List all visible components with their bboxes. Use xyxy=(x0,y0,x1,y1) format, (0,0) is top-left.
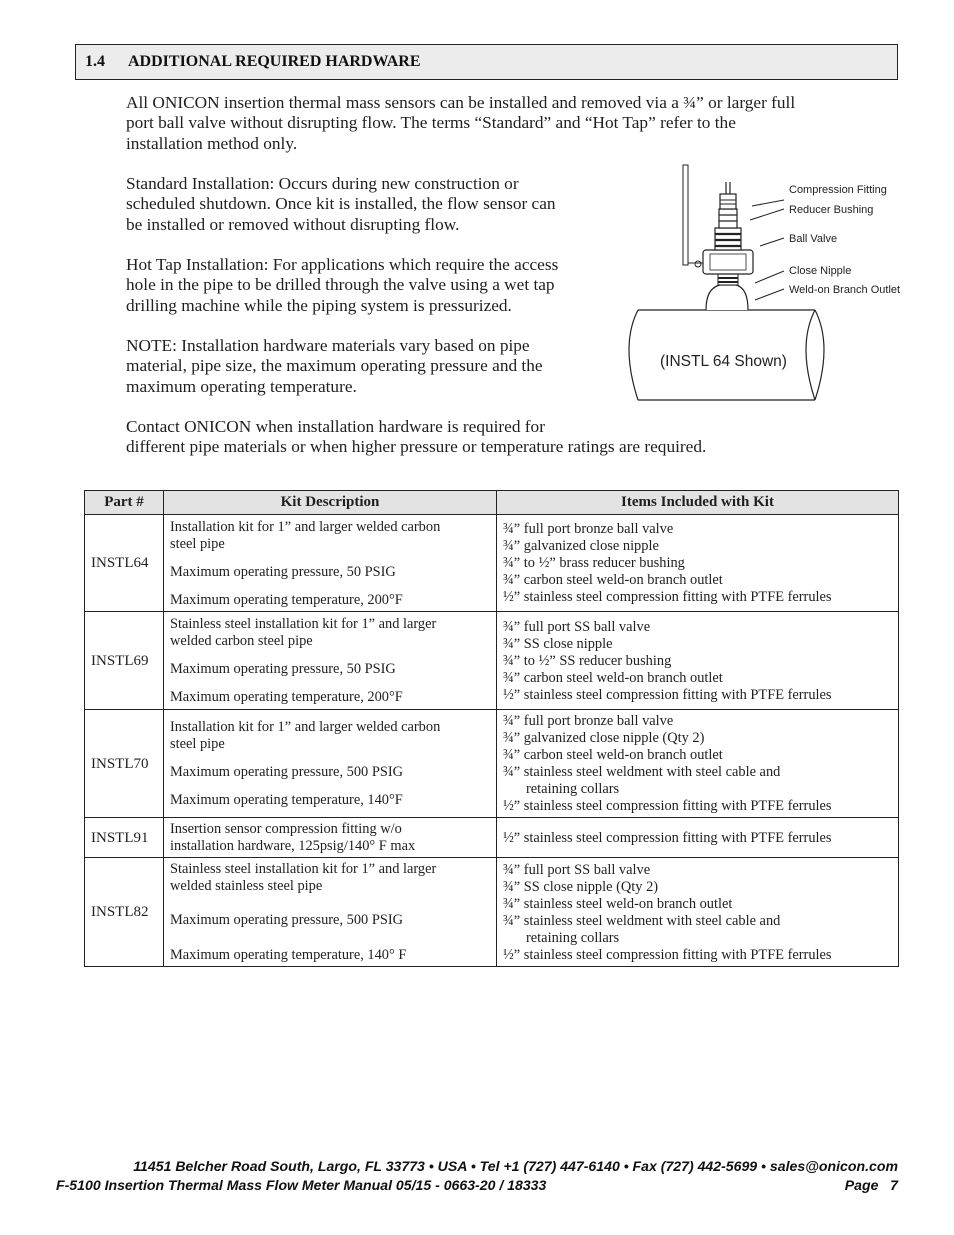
max-temperature-text: Maximum operating temperature, 200°F xyxy=(170,689,403,705)
list-item: ¾” stainless steel weld-on branch outlet xyxy=(503,895,733,912)
table-row xyxy=(85,515,899,612)
text-line: port ball valve without disrupting flow. The terms “Standard” and “Hot Tap” refer to the xyxy=(126,113,736,133)
description-text: steel pipe xyxy=(170,535,225,552)
page-number: Page 7 xyxy=(844,1177,898,1193)
list-item: ¾” stainless steel weldment with steel cable and xyxy=(503,912,781,929)
description-text: installation hardware, 125psig/140° F max xyxy=(170,838,416,854)
list-item: ¾” to ½” brass reducer bushing xyxy=(503,555,685,571)
table-row xyxy=(85,612,899,710)
part-number: INSTL69 xyxy=(85,612,164,710)
list-item: ¾” full port SS ball valve xyxy=(503,618,651,635)
figure-label-weld-on-branch-outlet: Weld-on Branch Outlet xyxy=(789,284,901,296)
list-item: ½” stainless steel compression fitting with PTFE ferrules xyxy=(503,946,832,963)
figure-label-reducer-bushing: Reducer Bushing xyxy=(789,204,874,216)
kit-description xyxy=(164,612,497,710)
standard-installation-paragraph xyxy=(126,174,556,235)
note-paragraph xyxy=(126,336,543,397)
max-pressure-text: Maximum operating pressure, 50 PSIG xyxy=(170,563,396,580)
description-text: welded stainless steel pipe xyxy=(170,878,323,894)
description-text: welded carbon steel pipe xyxy=(170,633,313,649)
list-item: ¾” full port bronze ball valve xyxy=(503,713,674,729)
text-line: different pipe materials or when higher pressure or temperature ratings are required. xyxy=(126,437,707,457)
description-text: Stainless steel installation kit for 1” and larger xyxy=(170,616,437,632)
text-line: material, pipe size, the maximum operating pressure and the xyxy=(126,356,543,376)
max-temperature-text: Maximum operating temperature, 140° F xyxy=(170,947,407,963)
list-item: ¾” SS close nipple (Qty 2) xyxy=(503,878,659,895)
part-number: INSTL82 xyxy=(85,858,164,967)
items-included xyxy=(497,515,899,612)
table-row xyxy=(85,710,899,818)
text-line: installation method only. xyxy=(126,133,298,153)
text-line: Hot Tap Installation: For applications which require the access xyxy=(126,255,559,274)
text-line: Contact ONICON when installation hardware is required for xyxy=(126,417,545,436)
list-item: ½” stainless steel compression fitting with PTFE ferrules xyxy=(503,829,832,846)
list-item: ¾” carbon steel weld-on branch outlet xyxy=(503,747,723,763)
header-items-included: Items Included with Kit xyxy=(497,491,899,515)
max-pressure-text: Maximum operating pressure, 500 PSIG xyxy=(170,764,404,780)
footer-address: 11451 Belcher Road South, Largo, FL 33773 • USA • Tel +1 (727) 447-6140 • Fax (727) 442-5699 • sales@onicon.com xyxy=(133,1158,898,1174)
description-text: Insertion sensor compression fitting w/o xyxy=(170,821,402,837)
text-line: hole in the pipe to be drilled through the valve using a wet tap xyxy=(126,275,555,295)
kit-description xyxy=(164,818,497,858)
text-line: maximum operating temperature. xyxy=(126,376,357,396)
intro-paragraph xyxy=(126,93,795,154)
max-temperature-text: Maximum operating temperature, 140°F xyxy=(170,792,403,808)
list-item: ¾” carbon steel weld-on branch outlet xyxy=(503,669,723,686)
hot-tap-paragraph xyxy=(126,255,558,316)
footer-manual-title: F-5100 Insertion Thermal Mass Flow Meter Manual 05/15 - 0663-20 / 18333 xyxy=(56,1177,547,1193)
table-row xyxy=(85,818,899,858)
figure-label-close-nipple: Close Nipple xyxy=(789,265,852,277)
list-item: ¾” SS close nipple xyxy=(503,635,613,652)
max-temperature-text: Maximum operating temperature, 200°F xyxy=(170,591,403,608)
section-header xyxy=(75,44,898,80)
installation-diagram xyxy=(620,160,920,410)
section-title: ADDITIONAL REQUIRED HARDWARE xyxy=(128,53,421,70)
description-text: steel pipe xyxy=(170,736,225,752)
description-text: Installation kit for 1” and larger welded carbon xyxy=(170,719,441,735)
list-item: ½” stainless steel compression fitting with PTFE ferrules xyxy=(503,798,832,814)
text-line: drilling machine while the piping system is pressurized. xyxy=(126,295,512,315)
text-line: Standard Installation: Occurs during new construction or xyxy=(126,174,519,193)
text-line: NOTE: Installation hardware materials vary based on pipe xyxy=(126,336,530,355)
header-kit-description: Kit Description xyxy=(164,491,497,515)
figure-caption: (INSTL 64 Shown) xyxy=(660,353,787,370)
table-row xyxy=(85,858,899,967)
part-number: INSTL70 xyxy=(85,710,164,818)
description-text: Stainless steel installation kit for 1” and larger xyxy=(170,861,437,877)
figure-label-compression-fitting: Compression Fitting xyxy=(789,184,887,196)
items-included xyxy=(497,612,899,710)
figure-label-ball-valve: Ball Valve xyxy=(789,233,838,245)
max-pressure-text: Maximum operating pressure, 50 PSIG xyxy=(170,661,396,677)
list-item: ½” stainless steel compression fitting with PTFE ferrules xyxy=(503,589,832,605)
header-part: Part # xyxy=(85,491,164,515)
text-line: All ONICON insertion thermal mass sensors can be installed and removed via a ¾” or larger full xyxy=(126,93,796,112)
footer-manual-line xyxy=(56,1177,898,1193)
description-text: Installation kit for 1” and larger welded carbon xyxy=(170,518,441,535)
list-item: retaining collars xyxy=(526,781,620,797)
installation-diagram-drawing xyxy=(620,160,920,410)
list-item: ¾” galvanized close nipple xyxy=(503,538,659,554)
list-item: ¾” carbon steel weld-on branch outlet xyxy=(503,572,723,588)
part-number: INSTL64 xyxy=(85,515,164,612)
list-item: ¾” stainless steel weldment with steel cable and xyxy=(503,764,781,780)
kit-table xyxy=(84,490,899,967)
list-item: ¾” full port bronze ball valve xyxy=(503,521,674,537)
list-item: ½” stainless steel compression fitting with PTFE ferrules xyxy=(503,686,832,703)
items-included xyxy=(497,710,899,818)
kit-description xyxy=(164,710,497,818)
kit-description xyxy=(164,858,497,967)
table-header-row xyxy=(85,491,899,515)
items-included xyxy=(497,818,899,858)
section-number: 1.4 xyxy=(85,53,105,70)
max-pressure-text: Maximum operating pressure, 500 PSIG xyxy=(170,912,404,928)
list-item: ¾” to ½” SS reducer bushing xyxy=(503,652,672,669)
text-line: be installed or removed without disrupting flow. xyxy=(126,214,460,234)
contact-paragraph xyxy=(126,417,706,458)
items-included xyxy=(497,858,899,967)
text-line: scheduled shutdown. Once kit is installed, the flow sensor can xyxy=(126,194,556,214)
part-number: INSTL91 xyxy=(85,818,164,858)
list-item: ¾” galvanized close nipple (Qty 2) xyxy=(503,730,705,746)
kit-description xyxy=(164,515,497,612)
list-item: ¾” full port SS ball valve xyxy=(503,861,651,878)
list-item: retaining collars xyxy=(526,929,620,946)
